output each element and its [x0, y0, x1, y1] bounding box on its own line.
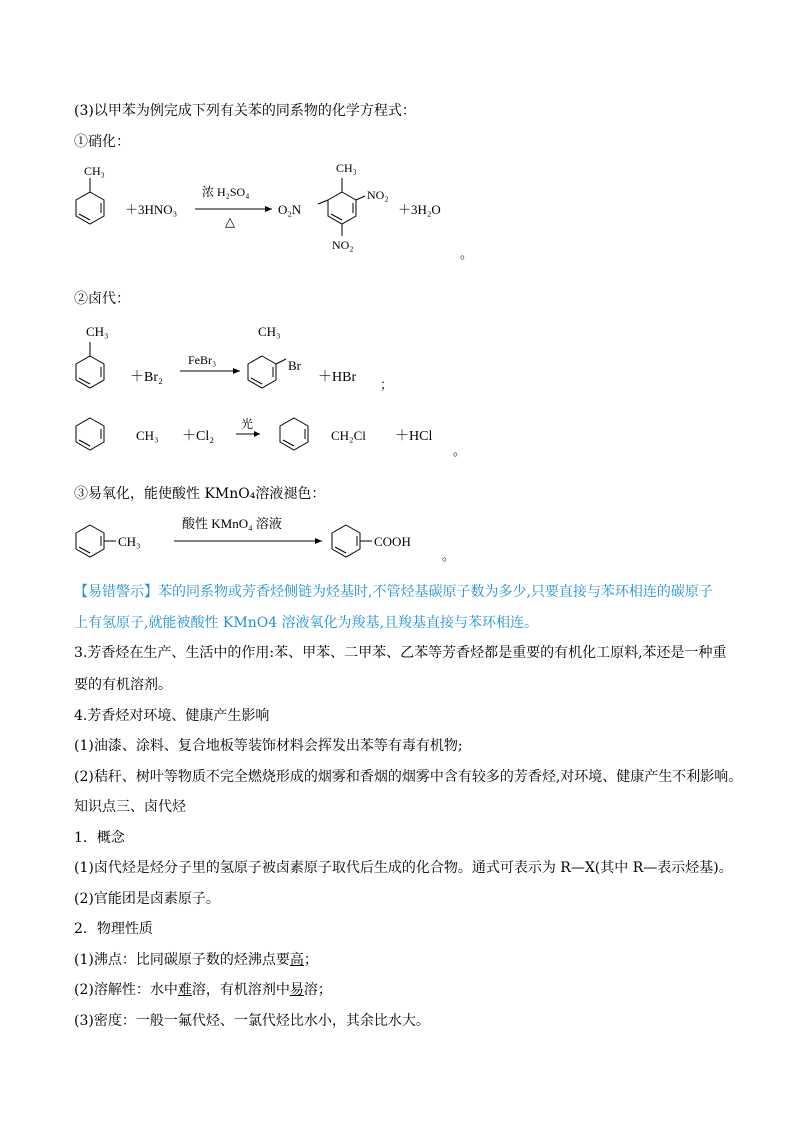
ox-ch3: CH₃ [118, 534, 141, 549]
benzene-ring-icon [318, 178, 365, 236]
condition-top: 浓 H₂SO₄ [202, 185, 250, 199]
warning-tag: 【易错警示】 [74, 584, 158, 600]
section-heading: (3)以甲苯为例完成下列有关苯的同系物的化学方程式： [74, 103, 416, 119]
r1-br2: ＋Br₂ [130, 370, 163, 385]
kp3-s2: 2．物理性质 [74, 921, 153, 937]
ox-condition: 酸性 KMnO₄ 溶液 [182, 516, 282, 531]
env-item-2: (2)秸秆、树叶等物质不完全燃烧形成的烟雾和香烟的烟雾中含有较多的芳香烃,对环境、健康产生不利影响。 [74, 769, 743, 785]
kp3-boiling-point [74, 950, 318, 970]
warning-line-2: 上有氢原子,就能被酸性 KMnO4 溶液氧化为羧基,且羧基直接与苯环相连。 [74, 615, 538, 631]
r1-br: Br [288, 358, 301, 373]
oxidation-label: ③易氧化，能使酸性 KMnO₄溶液褪色： [74, 486, 326, 502]
product-ch3: CH₃ [336, 161, 357, 175]
kp3-solubility [74, 980, 332, 1000]
hno3: ＋3HNO₃ [125, 202, 178, 217]
bromination-equation [60, 314, 400, 394]
r1-hbr: ＋HBr [318, 370, 357, 385]
kp3-s1-item-1: (1)卤代烃是烃分子里的氢原子被卤素原子取代后生成的化合物。通式可表示为 R—X(其中 R—表示烃基)。 [74, 860, 733, 876]
r2-hcl: ＋HCl [395, 429, 433, 444]
ox-end: 。 [442, 548, 456, 563]
r1-product-ch3: CH₃ [258, 324, 281, 339]
sol-answer-1: 难 [177, 982, 192, 998]
benzene-ring-icon [76, 525, 116, 557]
env-title: 4.芳香烃对环境、健康产生影响 [74, 708, 270, 724]
benzene-ring-icon [248, 356, 286, 388]
r2-cl2: ＋Cl₂ [182, 429, 215, 444]
r1-ch3: CH₃ [86, 324, 109, 339]
sol-text-mid: 溶，有机溶剂中 [191, 982, 290, 998]
bp-end: ； [303, 952, 318, 968]
halogenation-label: ②卤代： [74, 291, 130, 307]
chlorination-equation [60, 400, 470, 460]
r2-end: 。 [453, 443, 467, 458]
benzene-ring-icon [76, 342, 104, 388]
sol-end: 溶； [303, 982, 332, 998]
warning-text-1: 苯的同系物或芳香烃侧链为烃基时,不管烃基碳原子数为多少,只要直接与苯环相连的碳原子 [158, 584, 713, 600]
r1-condition: FeBr₃ [188, 353, 217, 367]
r2-ch3: CH₃ [136, 428, 159, 443]
use-line-2: 要的有机溶剂。 [74, 677, 172, 693]
use-line-1: 3.芳香烃在生产、生活中的作用:苯、甲苯、二甲苯、乙苯等芳香烃都是重要的有机化工原料,苯还是一种重 [74, 645, 727, 661]
kp3-title: 知识点三、卤代烃 [74, 799, 186, 815]
benzene-ring-icon [76, 418, 104, 450]
no2-right: NO₂ [367, 188, 389, 202]
r2-ch2cl: CH₂Cl [331, 428, 366, 443]
env-item-1: (1)油漆、涂料、复合地板等装饰材料会挥发出苯等有毒有机物; [74, 738, 463, 754]
sol-answer-2: 易 [289, 982, 304, 998]
reactant-ch3: CH₃ [84, 164, 105, 178]
kp3-s1-item-2: (2)官能团是卤素原子。 [74, 891, 220, 907]
r2-condition: 光 [241, 417, 254, 431]
kp3-s1: 1．概念 [74, 830, 125, 846]
kp3-density: (3)密度：一般一氟代烃、一氯代烃比水小，其余比水大。 [74, 1013, 430, 1029]
nitration-label: ①硝化： [74, 134, 130, 150]
no2-bottom: NO₂ [332, 238, 354, 252]
warning-line-1 [74, 582, 713, 602]
o2n: O₂N [278, 202, 302, 217]
r1-end: ； [380, 377, 394, 392]
condition-bottom: △ [225, 214, 235, 229]
benzene-ring-icon [280, 418, 308, 450]
nitration-equation [60, 152, 480, 267]
sol-text: (2)溶解性：水中 [74, 982, 178, 998]
benzene-ring-icon [76, 178, 104, 224]
benzene-ring-icon [332, 525, 372, 557]
bp-text: (1)沸点：比同碳原子数的烃沸点要 [74, 952, 290, 968]
oxidation-equation [60, 508, 480, 568]
h2o: ＋3H₂O [398, 202, 441, 217]
end-mark: 。 [460, 246, 474, 261]
bp-answer: 高 [289, 952, 304, 968]
ox-cooh: COOH [374, 534, 411, 549]
